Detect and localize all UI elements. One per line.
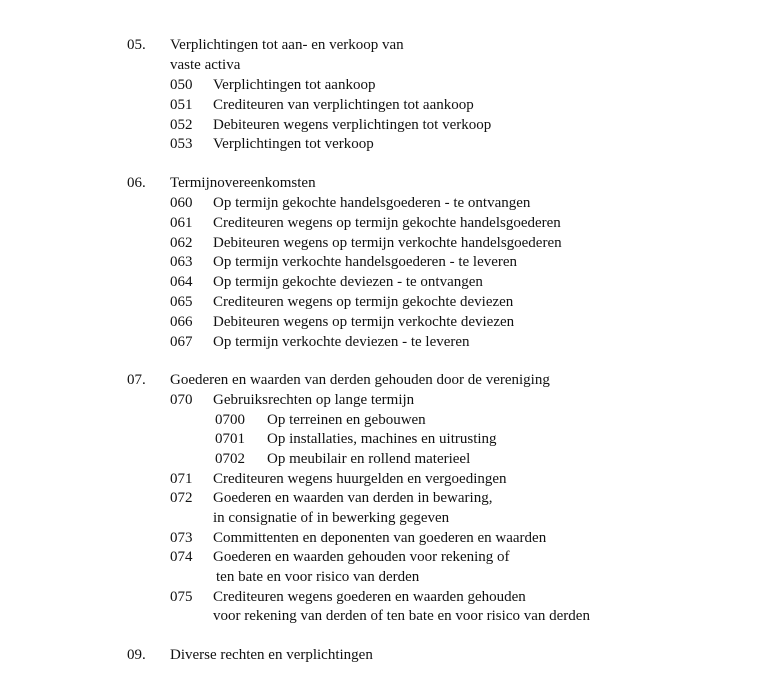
- account-label: Goederen en waarden gehouden voor rekening of: [213, 549, 510, 565]
- subaccount-code: 0700: [215, 412, 245, 428]
- account-label: Gebruiksrechten op lange termijn: [213, 392, 415, 408]
- account-code: 072: [170, 490, 193, 506]
- account-label: Op termijn verkochte deviezen - te leveren: [213, 334, 470, 350]
- section-title-continued: vaste activa: [170, 57, 241, 73]
- account-code: 070: [170, 392, 193, 408]
- account-code: 053: [170, 136, 193, 152]
- account-code: 051: [170, 97, 193, 113]
- account-code: 071: [170, 471, 193, 487]
- subaccount-label: Op meubilair en rollend materieel: [267, 451, 471, 467]
- account-label: Committenten en deponenten van goederen en waarden: [213, 530, 547, 546]
- account-code: 065: [170, 294, 193, 310]
- account-code: 064: [170, 274, 193, 290]
- account-code: 062: [170, 235, 193, 251]
- account-code: 074: [170, 549, 193, 565]
- account-label-continued: voor rekening van derden of ten bate en voor risico van derden: [213, 608, 590, 624]
- account-label: Crediteuren wegens op termijn gekochte deviezen: [213, 294, 514, 310]
- account-label: Op termijn gekochte deviezen - te ontvangen: [213, 274, 483, 290]
- account-label: Crediteuren wegens huurgelden en vergoedingen: [213, 471, 507, 487]
- section-number: 05.: [127, 37, 146, 53]
- account-label: Goederen en waarden van derden in bewaring,: [213, 490, 493, 506]
- account-label-continued: in consignatie of in bewerking gegeven: [213, 510, 450, 526]
- account-label: Debiteuren wegens op termijn verkochte handelsgoederen: [213, 235, 562, 251]
- section-title: Goederen en waarden van derden gehouden door de vereniging: [170, 372, 550, 388]
- account-code: 067: [170, 334, 193, 350]
- account-label: Debiteuren wegens op termijn verkochte deviezen: [213, 314, 515, 330]
- account-label: Crediteuren wegens goederen en waarden gehouden: [213, 589, 526, 605]
- account-label: Crediteuren wegens op termijn gekochte handelsgoederen: [213, 215, 561, 231]
- section-title: Verplichtingen tot aan- en verkoop van: [170, 37, 404, 53]
- account-label: Verplichtingen tot aankoop: [213, 77, 376, 93]
- account-label-continued: ten bate en voor risico van derden: [216, 569, 420, 585]
- subaccount-label: Op terreinen en gebouwen: [267, 412, 426, 428]
- account-code: 075: [170, 589, 193, 605]
- account-label: Crediteuren van verplichtingen tot aankoop: [213, 97, 474, 113]
- subaccount-code: 0701: [215, 431, 245, 447]
- account-code: 073: [170, 530, 193, 546]
- section-title: Termijnovereenkomsten: [170, 175, 316, 191]
- account-label: Op termijn verkochte handelsgoederen - te leveren: [213, 254, 518, 270]
- section-number: 06.: [127, 175, 146, 191]
- account-code: 066: [170, 314, 193, 330]
- subaccount-label: Op installaties, machines en uitrusting: [267, 431, 497, 447]
- account-code: 063: [170, 254, 193, 270]
- account-label: Op termijn gekochte handelsgoederen - te ontvangen: [213, 195, 531, 211]
- account-code: 061: [170, 215, 193, 231]
- account-code: 052: [170, 117, 193, 133]
- subaccount-code: 0702: [215, 451, 245, 467]
- account-label: Verplichtingen tot verkoop: [213, 136, 374, 152]
- section-number: 09.: [127, 647, 146, 663]
- section-number: 07.: [127, 372, 146, 388]
- account-code: 060: [170, 195, 193, 211]
- section-title: Diverse rechten en verplichtingen: [170, 647, 373, 663]
- account-code: 050: [170, 77, 193, 93]
- account-label: Debiteuren wegens verplichtingen tot verkoop: [213, 117, 492, 133]
